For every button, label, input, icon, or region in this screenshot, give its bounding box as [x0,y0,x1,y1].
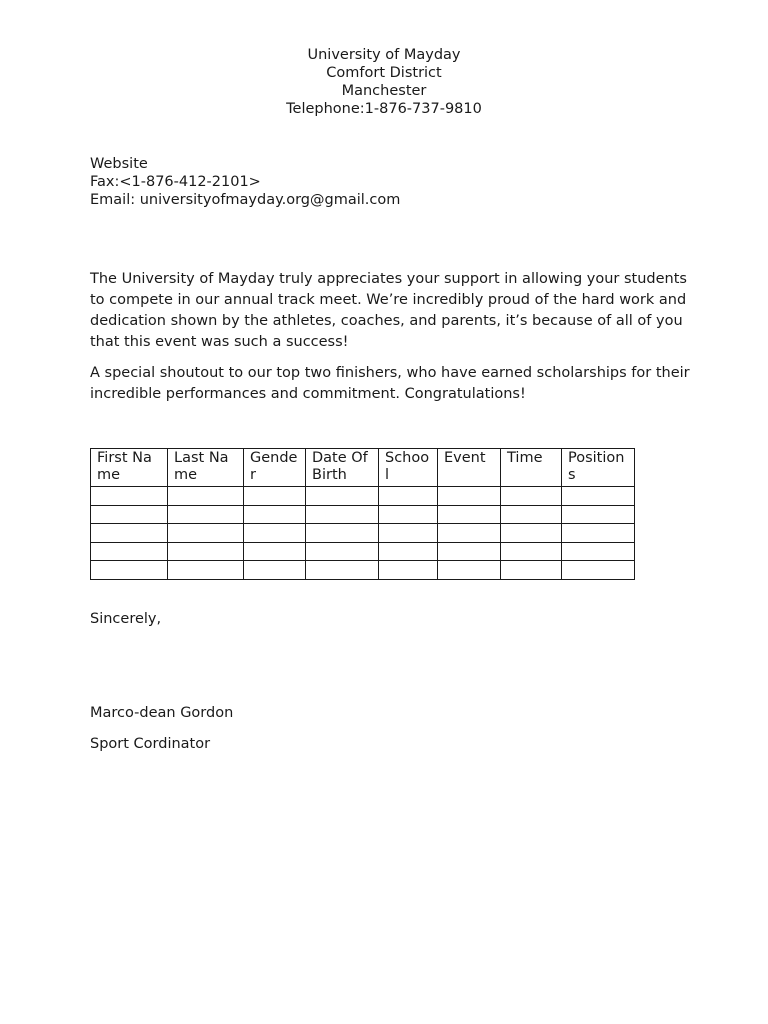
table-row [91,505,635,524]
signatory-title: Sport Cordinator [90,736,211,752]
contact-block [90,155,400,209]
header-school: School [379,449,438,487]
table-cell [501,487,562,506]
table-cell [91,561,168,580]
table-cell [91,487,168,506]
signatory-name: Marco-dean Gordon [90,705,234,721]
table-cell [501,505,562,524]
body-paragraph-shoutout: A special shoutout to our top two finishers, who have earned scholarships for their incredible performances and commitment. Congratulations! [90,365,690,402]
results-table [90,448,635,580]
district: Comfort District [326,65,442,81]
email: Email: universityofmayday.org@gmail.com [90,192,401,208]
table-cell [306,487,379,506]
table-cell [168,505,244,524]
table-cell [438,542,501,561]
table-cell [438,505,501,524]
table-cell [501,542,562,561]
table-cell [244,505,306,524]
table-cell [379,505,438,524]
table-cell [168,561,244,580]
table-cell [562,542,635,561]
table-cell [379,487,438,506]
table-cell [91,542,168,561]
table-cell [501,561,562,580]
city: Manchester [341,83,427,99]
header-gender: Gender [244,449,306,487]
table-cell [91,524,168,543]
table-cell [501,524,562,543]
body-paragraph-thanks: The University of Mayday truly appreciates your support in allowing your students to compete in our annual track meet. We’re incredibly proud of the hard work and dedication shown by the athletes, coaches, and parents, it’s because of all of you that this event was such a success! [90,271,687,350]
table-cell [379,561,438,580]
website-label: Website [90,156,148,172]
table-cell [562,561,635,580]
table-cell [306,561,379,580]
table-cell [438,524,501,543]
letterhead [0,46,768,118]
table-cell [244,542,306,561]
header-last-name: Last Name [168,449,244,487]
table-row [91,542,635,561]
table-cell [379,524,438,543]
header-event: Event [438,449,501,487]
table-cell [438,561,501,580]
header-positions: Positions [562,449,635,487]
table-cell [168,542,244,561]
table-cell [244,487,306,506]
table-row [91,561,635,580]
table-cell [244,524,306,543]
header-time: Time [501,449,562,487]
table-cell [306,505,379,524]
header-first-name: First Name [91,449,168,487]
table-cell [244,561,306,580]
header-date-of-birth: Date Of Birth [306,449,379,487]
table-cell [91,505,168,524]
table-cell [562,487,635,506]
table-cell [306,542,379,561]
table-header-row [91,449,635,487]
table-cell [168,524,244,543]
table-cell [438,487,501,506]
table-cell [306,524,379,543]
table-cell [379,542,438,561]
fax: Fax:<1-876-412-2101> [90,174,261,190]
university-name: University of Mayday [307,47,461,63]
telephone: Telephone:1-876-737-9810 [286,101,482,117]
table-cell [562,524,635,543]
table-cell [562,505,635,524]
table-row [91,487,635,506]
table-row [91,524,635,543]
closing-salutation: Sincerely, [90,611,162,627]
table-cell [168,487,244,506]
